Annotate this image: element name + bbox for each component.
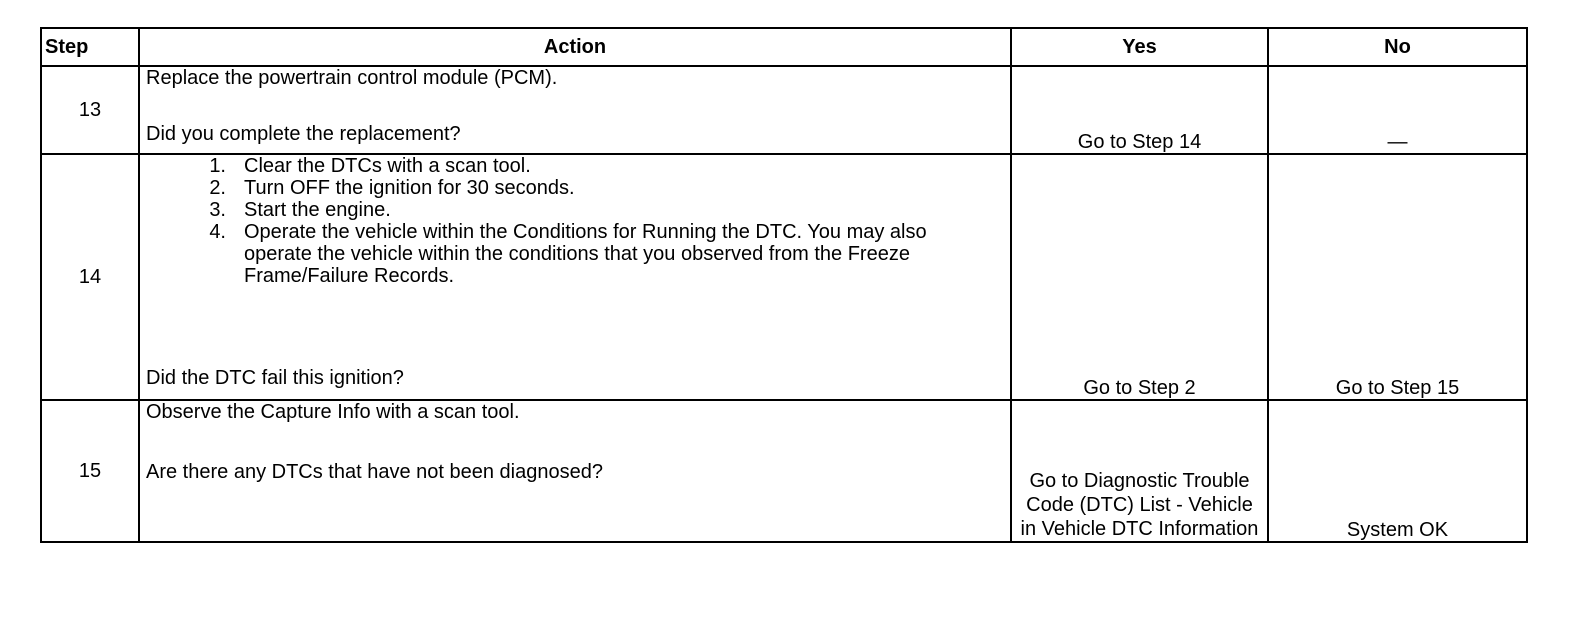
list-item <box>146 155 1004 177</box>
list-item-number: 1. <box>209 155 226 177</box>
list-item <box>146 199 1004 221</box>
table-row <box>41 154 1527 400</box>
step-number: 13 <box>41 66 139 154</box>
action-cell <box>139 66 1011 154</box>
list-item-text: Operate the vehicle within the Conditions for Running the DTC. You may also operate the vehicle within the conditions that you observed from the Freeze Frame/Failure Records. <box>244 221 927 287</box>
header-step: Step <box>41 28 139 66</box>
table-row <box>41 400 1527 542</box>
table-row <box>41 66 1527 154</box>
header-yes: Yes <box>1011 28 1268 66</box>
list-item-number: 3. <box>209 199 226 221</box>
list-item-number: 2. <box>209 177 226 199</box>
no-result: System OK <box>1268 400 1527 542</box>
list-item-number: 4. <box>209 221 226 243</box>
no-result: — <box>1268 66 1527 154</box>
no-result: Go to Step 15 <box>1268 154 1527 400</box>
yes-result: Go to Step 2 <box>1011 154 1268 400</box>
header-row <box>41 28 1527 66</box>
action-question: Did you complete the replacement? <box>146 123 461 145</box>
diagnostic-table <box>40 27 1528 543</box>
action-question: Are there any DTCs that have not been diagnosed? <box>146 461 603 483</box>
header-no: No <box>1268 28 1527 66</box>
action-instruction: Replace the powertrain control module (PCM). <box>146 67 558 89</box>
action-cell <box>139 154 1011 400</box>
action-question: Did the DTC fail this ignition? <box>146 367 404 389</box>
header-action: Action <box>139 28 1011 66</box>
list-item <box>146 221 1004 287</box>
list-item-text: Clear the DTCs with a scan tool. <box>244 155 531 177</box>
procedure-list <box>146 155 1004 287</box>
yes-result: Go to Step 14 <box>1011 66 1268 154</box>
list-item <box>146 177 1004 199</box>
step-number: 14 <box>41 154 139 400</box>
list-item-text: Turn OFF the ignition for 30 seconds. <box>244 177 575 199</box>
yes-result: Go to Diagnostic Trouble Code (DTC) List - Vehicle in Vehicle DTC Information <box>1011 400 1268 542</box>
step-number: 15 <box>41 400 139 542</box>
action-cell <box>139 400 1011 542</box>
list-item-text: Start the engine. <box>244 199 391 221</box>
action-instruction: Observe the Capture Info with a scan tool. <box>146 401 520 423</box>
